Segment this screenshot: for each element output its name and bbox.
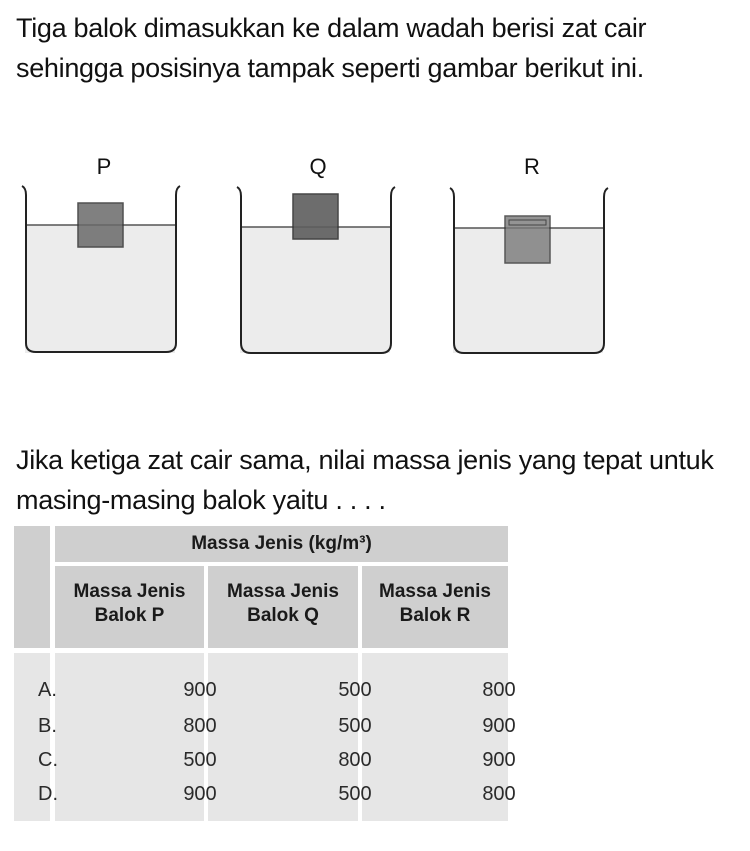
beaker-q bbox=[232, 150, 392, 360]
value-r: 800 bbox=[482, 679, 516, 701]
group-header-text: Massa Jenis (kg/m³) bbox=[191, 533, 372, 554]
column-header-q bbox=[208, 566, 358, 648]
column-header-r-line2: Balok R bbox=[399, 605, 471, 626]
beaker-r-drawing bbox=[446, 150, 616, 360]
question-paragraph: Jika ketiga zat cair sama, nilai massa jenis yang tepat untuk masing-masing balok yaitu . . . . bbox=[16, 445, 714, 515]
column-header-q-line2: Balok Q bbox=[247, 605, 319, 626]
value-q: 500 bbox=[338, 783, 372, 805]
option-label: A. bbox=[38, 679, 57, 701]
value-q: 500 bbox=[338, 715, 372, 737]
group-header bbox=[55, 526, 508, 562]
beaker-label-q: Q bbox=[309, 154, 327, 179]
column-header-r bbox=[362, 566, 508, 648]
table-row bbox=[14, 776, 516, 812]
option-label: C. bbox=[38, 749, 58, 771]
beaker-label-r: R bbox=[524, 154, 540, 179]
beaker-r bbox=[446, 150, 606, 360]
value-p: 900 bbox=[183, 783, 217, 805]
value-r: 900 bbox=[482, 749, 516, 771]
value-p: 800 bbox=[183, 715, 217, 737]
option-column-header bbox=[14, 526, 50, 648]
value-r: 800 bbox=[482, 783, 516, 805]
table-row bbox=[14, 708, 516, 744]
beaker-p bbox=[18, 150, 178, 360]
table-row bbox=[14, 742, 516, 778]
intro-paragraph: Tiga balok dimasukkan ke dalam wadah berisi zat cair sehingga posisinya tampak seperti gambar berikut ini. bbox=[16, 13, 647, 83]
column-header-r-line1: Massa Jenis bbox=[379, 581, 491, 602]
value-r: 900 bbox=[482, 715, 516, 737]
beaker-label-p: P bbox=[96, 154, 112, 179]
value-q: 500 bbox=[338, 679, 372, 701]
beaker-p-drawing bbox=[18, 150, 188, 360]
column-header-p-line2: Balok P bbox=[94, 605, 165, 626]
option-label: D. bbox=[38, 783, 58, 805]
column-header-p-line1: Massa Jenis bbox=[73, 581, 186, 602]
column-header-p bbox=[55, 566, 204, 648]
value-p: 500 bbox=[183, 749, 217, 771]
option-label: B. bbox=[38, 715, 57, 737]
table-row bbox=[14, 672, 516, 708]
column-header-q-line1: Massa Jenis bbox=[227, 581, 339, 602]
value-p: 900 bbox=[183, 679, 217, 701]
beaker-q-drawing bbox=[232, 150, 402, 360]
value-q: 800 bbox=[338, 749, 372, 771]
